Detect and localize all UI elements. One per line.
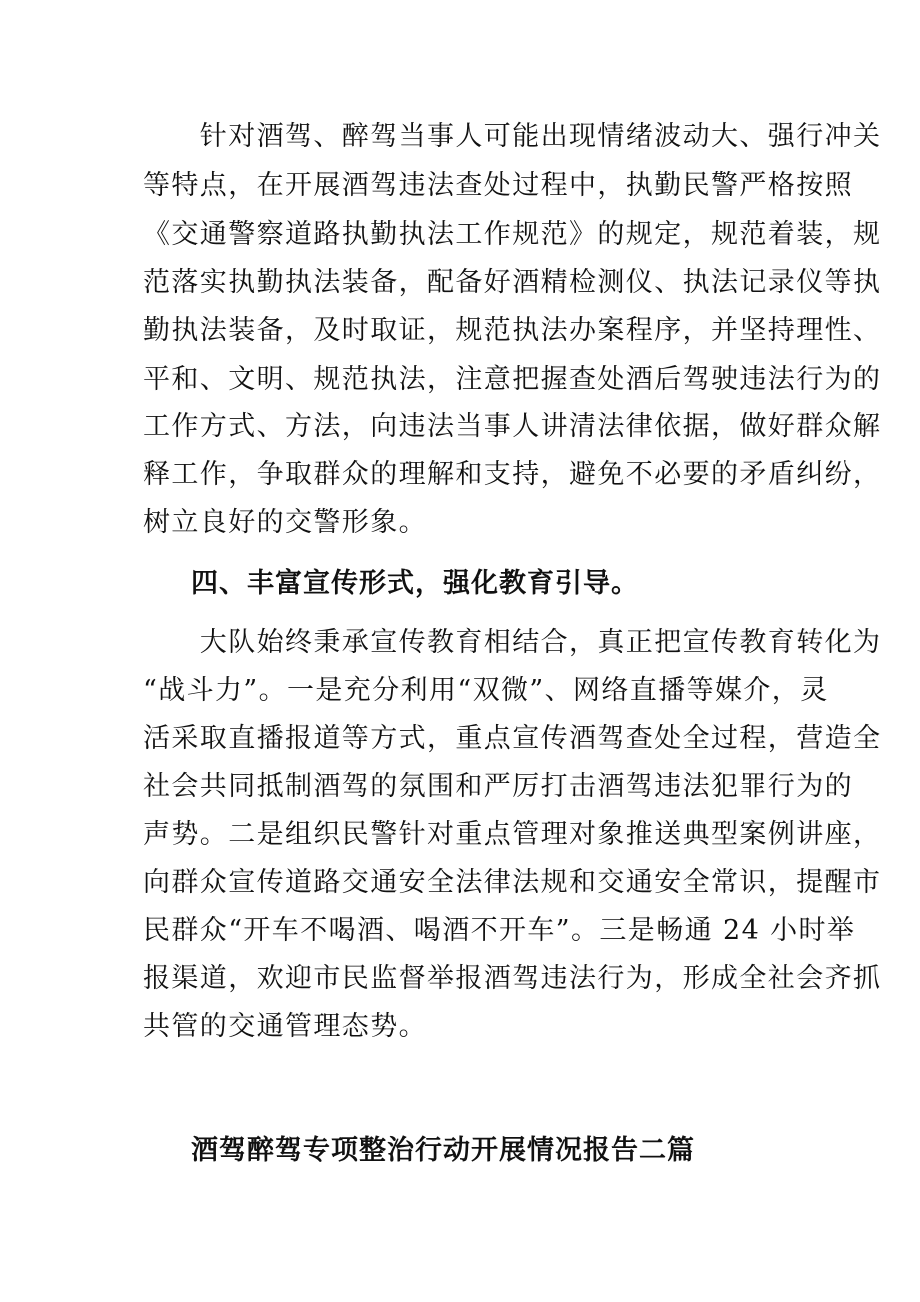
paragraph-line: 范落实执勤执法装备，配备好酒精检测仪、执法记录仪等执 (143, 267, 882, 298)
paragraph-line: 释工作，争取群众的理解和支持，避免不必要的矛盾纠纷， (143, 459, 882, 490)
paragraph-line: 等特点，在开展酒驾违法查处过程中，执勤民警严格按照 (143, 170, 853, 201)
paragraph-line: 共管的交通管理态势。 (143, 1011, 427, 1042)
paragraph-line: 针对酒驾、醉驾当事人可能出现情绪波动大、强行冲关 (143, 121, 882, 152)
paragraph-line: 向群众宣传道路交通安全法律法规和交通安全常识，提醒市 (143, 867, 882, 898)
paragraph-line: 《交通警察道路执勤执法工作规范》的规定，规范着装，规 (143, 219, 882, 250)
section-heading: 四、丰富宣传形式，强化教育引导。 (191, 568, 639, 599)
paragraph-line: 民群众“开车不喝酒、喝酒不开车”。三是畅通 24 小时举 (143, 915, 856, 946)
paragraph-line: 活采取直播报道等方式，重点宣传酒驾查处全过程，营造全 (143, 723, 882, 754)
paragraph-line: “战斗力”。一是充分利用“双微”、网络直播等媒介，灵 (143, 675, 829, 706)
paragraph-line: 树立良好的交警形象。 (143, 507, 427, 538)
next-document-title: 酒驾醉驾专项整治行动开展情况报告二篇 (191, 1135, 695, 1166)
paragraph-line: 大队始终秉承宣传教育相结合，真正把宣传教育转化为 (143, 627, 882, 658)
paragraph-line: 工作方式、方法，向违法当事人讲清法律依据，做好群众解 (143, 411, 882, 442)
paragraph-line: 报渠道，欢迎市民监督举报酒驾违法行为，形成全社会齐抓 (143, 963, 882, 994)
paragraph-line: 勤执法装备，及时取证，规范执法办案程序，并坚持理性、 (143, 315, 882, 346)
paragraph-line: 平和、文明、规范执法，注意把握查处酒后驾驶违法行为的 (143, 364, 882, 395)
paragraph-line: 声势。二是组织民警针对重点管理对象推送典型案例讲座， (143, 819, 882, 850)
paragraph-line: 社会共同抵制酒驾的氛围和严厉打击酒驾违法犯罪行为的 (143, 771, 853, 802)
